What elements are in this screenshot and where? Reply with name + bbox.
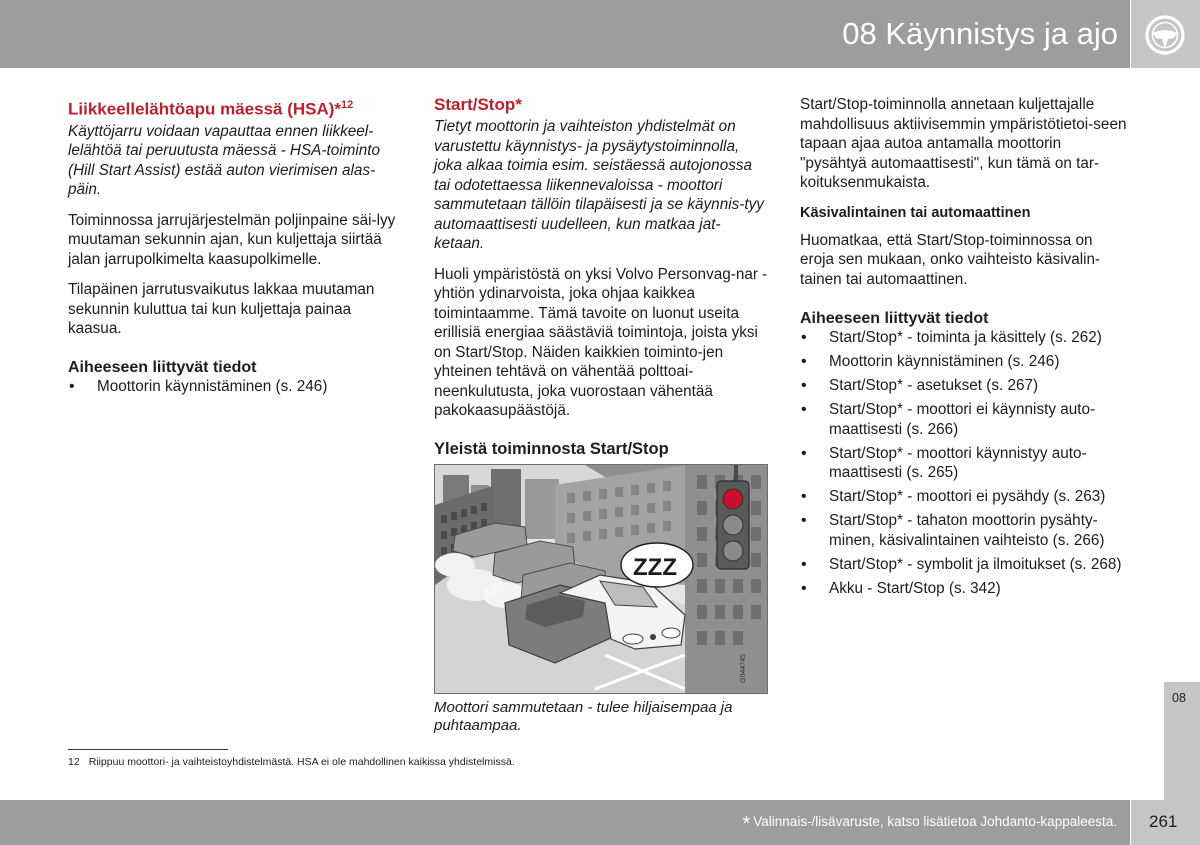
traffic-queue-illustration bbox=[434, 464, 768, 694]
hsa-related-heading: Aiheeseen liittyvät tiedot bbox=[68, 358, 257, 376]
column-hsa bbox=[68, 95, 403, 401]
start-stop-heading: Start/Stop* bbox=[434, 95, 522, 114]
start-stop-intro: Tietyt moottorin ja vaihteiston yhdistelmät on varustettu käynnistys- ja pysäytystoiminnolla, joka alkaa toimia esim. seistäessä autojonossa tai odotettaessa liikennevaloissa - moottori sammutetaan tällöin tilapäisesti ja se käynnis-tyy automaattisesti uudelleen, kun matkaa jat-ketaan. bbox=[434, 118, 764, 252]
column-start-stop-cont bbox=[800, 95, 1130, 603]
related-link[interactable]: • Start/Stop* - toiminta ja käsittely (s. 262) bbox=[800, 328, 1130, 348]
zzz-label: ZZZ bbox=[633, 553, 677, 581]
related-link[interactable]: • Start/Stop* - symbolit ja ilmoitukset (s. 268) bbox=[800, 555, 1130, 575]
footnote-ref: 12 bbox=[341, 99, 354, 111]
chapter-title: 08 Käynnistys ja ajo bbox=[842, 16, 1118, 51]
option-star: * bbox=[742, 813, 751, 835]
hsa-heading: Liikkeellelähtöapu mäessä (HSA)*$^{12}$ bbox=[68, 99, 354, 119]
hsa-paragraph-1: Toiminnossa jarrujärjestelmän poljinpaine säi-lyy muutaman sekunnin ajan, kun kuljettaja siirtää jalan jarrupolkimelta kaasupolkimelle. bbox=[68, 211, 396, 268]
start-stop-paragraph: Huoli ympäristöstä on yksi Volvo Personvag-nar -yhtiön ydinarvoista, joka ohjaa kaikkea toimintaamme. Tämä tavoite on luonut useita erillisiä energiaa säästäviä toimintoja, joista yksi on Start/Stop. Näiden kaikkien toiminto-jen yhteinen tehtävä on vähentää polttoai-neenkulutusta, joka vuorostaan vähentää pakokaasupäästöjä. bbox=[434, 265, 768, 419]
related-link[interactable]: • Start/Stop* - moottori ei käynnisty auto-maattisesti (s. 266) bbox=[800, 400, 1130, 439]
column-start-stop bbox=[434, 95, 769, 735]
footnote-text: Riippuu moottori- ja vaihteistoyhdistelmästä. HSA ei ole mahdollinen kaikissa yhdistelmissä. bbox=[88, 756, 515, 768]
footnote-divider bbox=[68, 749, 228, 750]
hsa-intro: Käyttöjarru voidaan vapauttaa ennen liikkeel-lelähtöä tai peruutusta mäessä - HSA-toiminto (Hill Start Assist) estää auton vierimisen alas-päin. bbox=[68, 122, 381, 199]
steering-wheel-icon bbox=[1144, 14, 1186, 56]
related-link[interactable]: • Start/Stop* - moottori käynnistyy auto-maattisesti (s. 265) bbox=[800, 444, 1130, 483]
related-link[interactable]: • Akku - Start/Stop (s. 342) bbox=[800, 579, 1130, 599]
related-link[interactable]: • Start/Stop* - tahaton moottorin pysähty-minen, käsivalintainen vaihteisto (s. 266) bbox=[800, 511, 1130, 550]
start-stop-general-heading: Yleistä toiminnosta Start/Stop bbox=[434, 439, 669, 458]
chapter-tab-label: 08 bbox=[1172, 691, 1186, 705]
hsa-related-list bbox=[68, 377, 403, 397]
page-number: 261 bbox=[1149, 812, 1178, 831]
start-stop-related-heading: Aiheeseen liittyvät tiedot bbox=[800, 310, 989, 327]
header-icon-box bbox=[1131, 0, 1200, 68]
manual-auto-paragraph: Huomatkaa, että Start/Stop-toiminnossa on eroja sen mukaan, onko vaihteisto käsivalin-tainen tai automaattinen. bbox=[800, 231, 1101, 288]
related-link[interactable]: • Start/Stop* - moottori ei pysähdy (s. 263) bbox=[800, 487, 1130, 507]
manual-auto-heading: Käsivalintainen tai automaattinen bbox=[800, 204, 1031, 221]
start-stop-paragraph-2: Start/Stop-toiminnolla annetaan kuljettajalle mahdollisuus aktiivisemmin ympäristötietoi-seen tapaan ajaa autoa antamalla moottorin "pysähtyä automaattisesti", kun tämä on tar-koituksenmukaista. bbox=[800, 96, 1127, 191]
related-link[interactable]: • Moottorin käynnistäminen (s. 246) bbox=[800, 352, 1130, 372]
footnote bbox=[68, 756, 515, 769]
footer-note-text: Valinnais-/lisävaruste, katso lisätietoa Johdanto-kappaleesta. bbox=[753, 814, 1117, 829]
related-link[interactable]: • Moottorin käynnistäminen (s. 246) bbox=[68, 377, 403, 397]
footnote-number: 12 bbox=[68, 756, 80, 768]
hsa-paragraph-2: Tilapäinen jarrutusvaikutus lakkaa muutaman sekunnin kuluttua tai kun kuljettaja painaa kaasua. bbox=[68, 281, 375, 338]
footer-note bbox=[742, 813, 1117, 836]
illustration-code: G044745 bbox=[739, 653, 747, 683]
start-stop-related-list bbox=[800, 328, 1130, 598]
traffic-scene-drawing bbox=[435, 465, 767, 693]
related-link[interactable]: • Start/Stop* - asetukset (s. 267) bbox=[800, 376, 1130, 396]
illustration-caption: Moottori sammutetaan - tulee hiljaisempaa ja puhtaampaa. bbox=[434, 698, 733, 734]
chapter-tab bbox=[1164, 682, 1200, 800]
